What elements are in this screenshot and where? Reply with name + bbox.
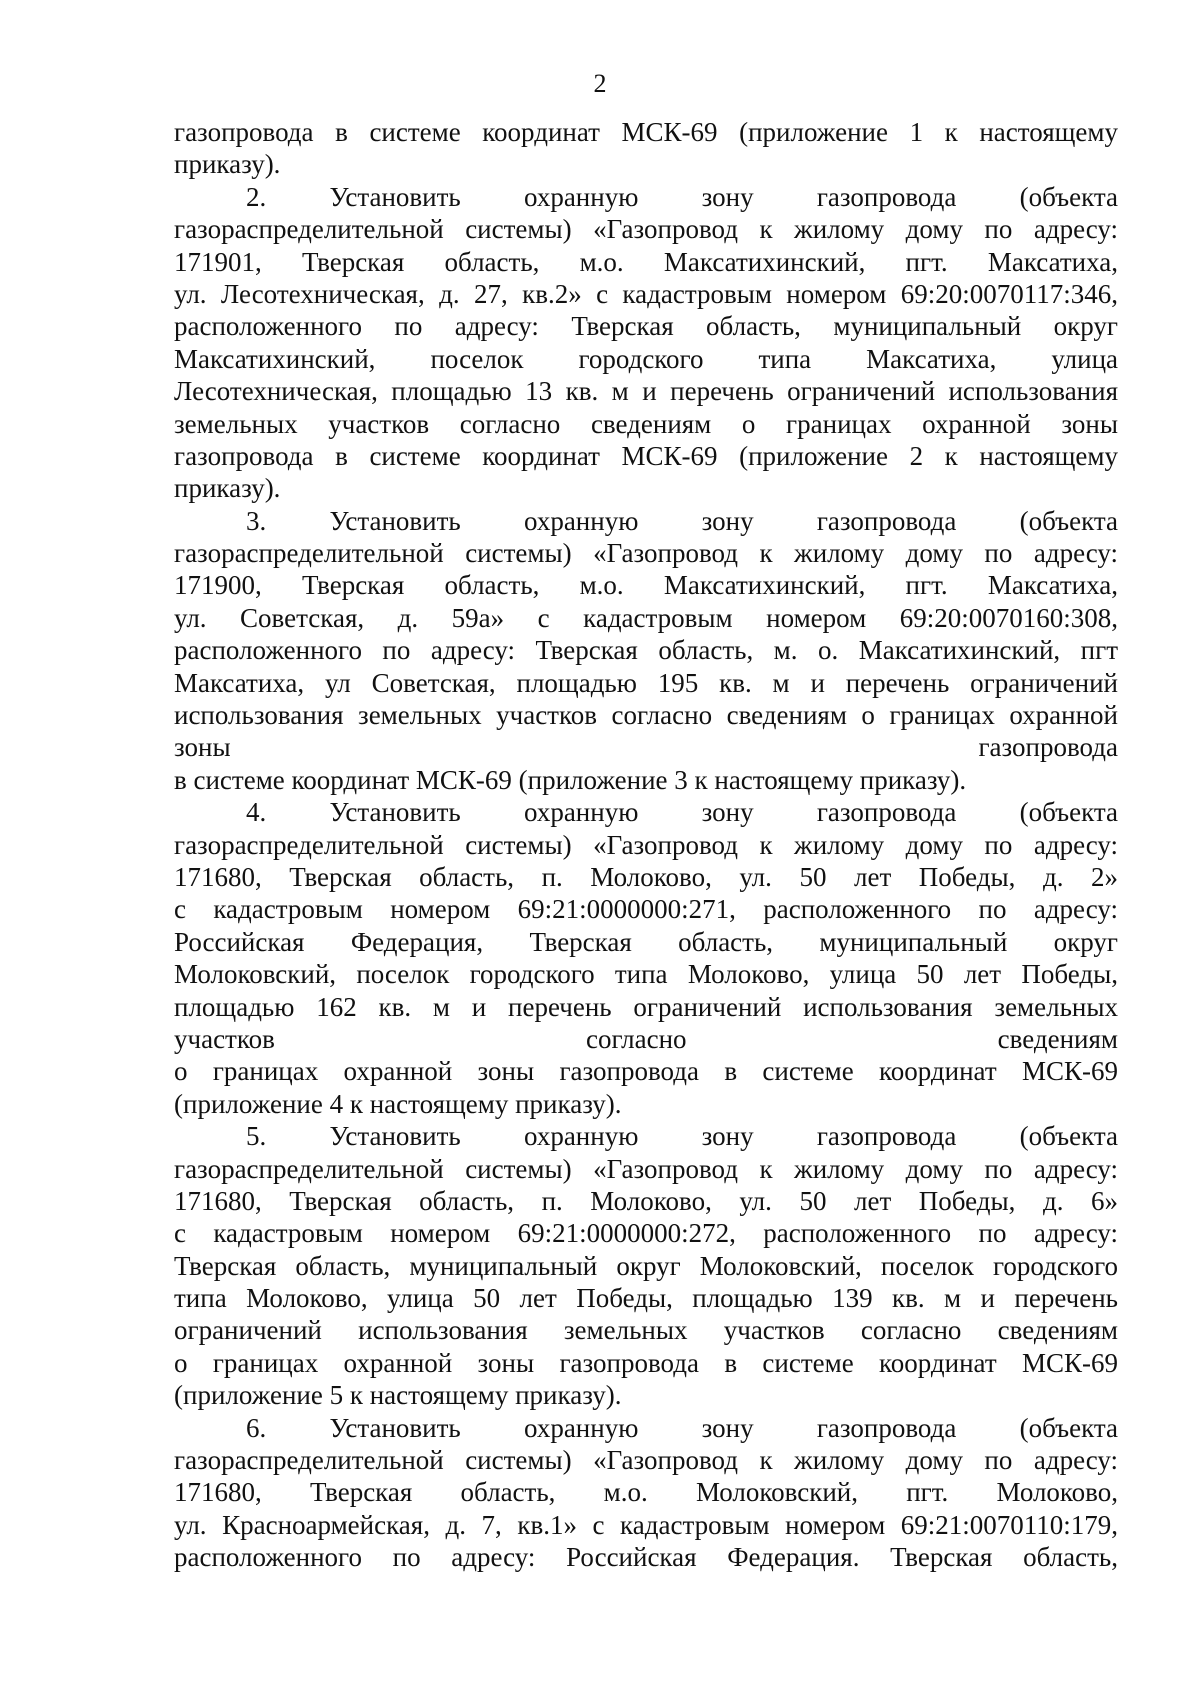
text-line: 4. Установить охранную зону газопровода (объекта	[246, 797, 1118, 828]
text-line: Российская Федерация, Тверская область, муниципальный округ	[174, 926, 1118, 957]
text-line: 2. Установить охранную зону газопровода (объекта	[246, 181, 1118, 212]
text-line: площадью 162 кв. м и перечень ограничений использования земельных	[174, 991, 1118, 1022]
text-line: газораспределительной системы) «Газопровод к жилому дому по адресу:	[174, 829, 1118, 860]
text-line: о границах охранной зоны газопровода в системе координат МСК-69	[174, 1347, 1118, 1378]
text-line: 171900, Тверская область, м.о. Максатихинский, пгт. Максатиха,	[174, 570, 1118, 601]
text-line: расположенного по адресу: Тверская область, м. о. Максатихинский, пгт	[174, 635, 1118, 666]
text-line: ограничений использования земельных участков согласно сведениям	[174, 1315, 1118, 1346]
paragraph-item-1-continuation	[174, 116, 1118, 181]
text-line: 171680, Тверская область, п. Молоково, ул. 50 лет Победы, д. 2»	[174, 861, 1118, 892]
text-line: газораспределительной системы) «Газопровод к жилому дому по адресу:	[174, 1445, 1118, 1476]
text-line: 3. Установить охранную зону газопровода (объекта	[246, 505, 1118, 536]
text-line: приказу).	[174, 473, 281, 504]
text-line: о границах охранной зоны газопровода в системе координат МСК-69	[174, 1056, 1118, 1087]
text-line: газопровода в системе координат МСК-69 (приложение 2 к настоящему	[174, 440, 1118, 471]
text-line: зоны газопровода	[174, 732, 1118, 763]
text-line: ул. Лесотехническая, д. 27, кв.2» с кадастровым номером 69:20:0070117:346,	[174, 278, 1118, 309]
text-line: (приложение 5 к настоящему приказу).	[174, 1380, 622, 1411]
text-line: ул. Красноармейская, д. 7, кв.1» с кадастровым номером 69:21:0070110:179,	[174, 1509, 1118, 1540]
text-line: ул. Советская, д. 59а» с кадастровым номером 69:20:0070160:308,	[174, 602, 1118, 633]
text-line: газораспределительной системы) «Газопровод к жилому дому по адресу:	[174, 538, 1118, 569]
text-line: 6. Установить охранную зону газопровода (объекта	[246, 1412, 1118, 1443]
document-body	[174, 116, 1118, 1574]
text-line: расположенного по адресу: Тверская область, муниципальный округ	[174, 311, 1118, 342]
text-line: 171680, Тверская область, п. Молоково, ул. 50 лет Победы, д. 6»	[174, 1185, 1118, 1216]
paragraph-item-4	[174, 796, 1118, 1120]
text-line: типа Молоково, улица 50 лет Победы, площадью 139 кв. м и перечень	[174, 1283, 1118, 1314]
text-line: (приложение 4 к настоящему приказу).	[174, 1088, 622, 1119]
text-line: 171680, Тверская область, м.о. Молоковский, пгт. Молоково,	[174, 1477, 1118, 1508]
text-line: с кадастровым номером 69:21:0000000:271, расположенного по адресу:	[174, 894, 1118, 925]
page-number: 2	[593, 69, 607, 98]
text-line: газораспределительной системы) «Газопровод к жилому дому по адресу:	[174, 214, 1118, 245]
text-line: приказу).	[174, 149, 281, 180]
text-line: с кадастровым номером 69:21:0000000:272, расположенного по адресу:	[174, 1218, 1118, 1249]
text-line: Тверская область, муниципальный округ Молоковский, поселок городского	[174, 1250, 1118, 1281]
text-line: в системе координат МСК-69 (приложение 3 к настоящему приказу).	[174, 764, 967, 795]
paragraph-item-6	[174, 1412, 1118, 1574]
paragraph-item-5	[174, 1120, 1118, 1412]
text-line: газопровода в системе координат МСК-69 (приложение 1 к настоящему	[174, 117, 1118, 147]
text-line: газораспределительной системы) «Газопровод к жилому дому по адресу:	[174, 1153, 1118, 1184]
text-line: расположенного по адресу: Российская Федерация. Тверская область,	[174, 1542, 1118, 1573]
text-line: Максатиха, ул Советская, площадью 195 кв. м и перечень ограничений	[174, 667, 1118, 698]
paragraph-item-3	[174, 505, 1118, 797]
text-line: Максатихинский, поселок городского типа Максатиха, улица	[174, 343, 1118, 374]
text-line: Молоковский, поселок городского типа Молоково, улица 50 лет Победы,	[174, 959, 1118, 990]
text-line: 5. Установить охранную зону газопровода (объекта	[246, 1121, 1118, 1152]
text-line: 171901, Тверская область, м.о. Максатихинский, пгт. Максатиха,	[174, 246, 1118, 277]
text-line: Лесотехническая, площадью 13 кв. м и перечень ограничений использования	[174, 376, 1118, 407]
text-line: земельных участков согласно сведениям о границах охранной зоны	[174, 408, 1118, 439]
text-line: использования земельных участков согласно сведениям о границах охранной	[174, 700, 1118, 731]
text-line: участков согласно сведениям	[174, 1023, 1118, 1054]
paragraph-item-2	[174, 181, 1118, 505]
